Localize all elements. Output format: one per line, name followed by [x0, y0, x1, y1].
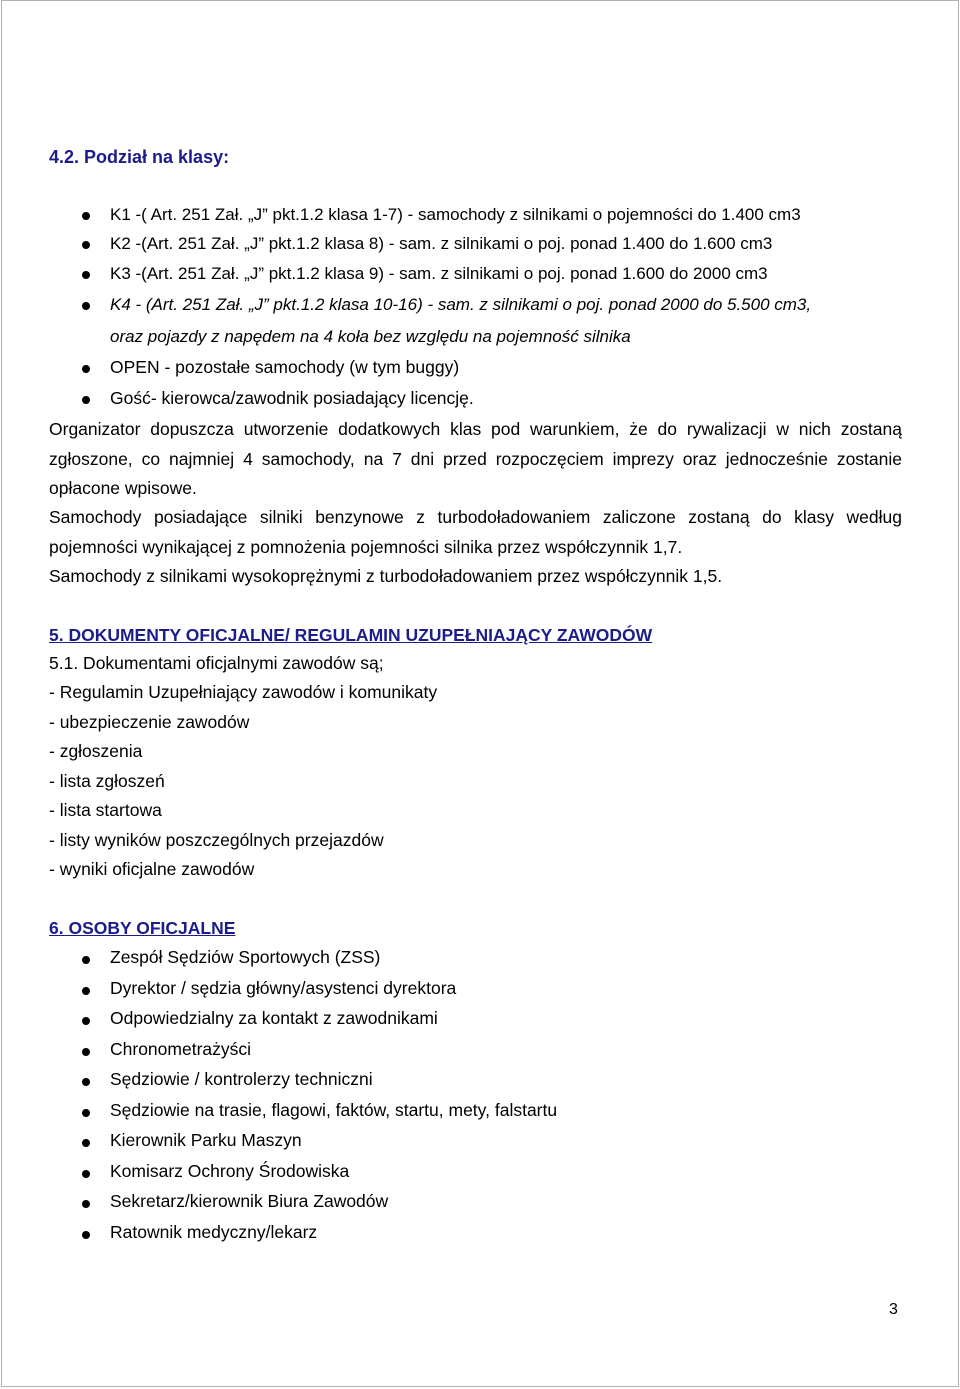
paragraph-diesel: Samochody z silnikami wysokoprężnymi z turbodoładowaniem przez współczynnik 1,5.: [49, 566, 723, 586]
document-list-item: - listy wyników poszczególnych przejazdów: [49, 830, 384, 850]
bullet-icon: [82, 302, 90, 310]
section-heading-5: 5. DOKUMENTY OFICJALNE/ REGULAMIN UZUPEŁNIAJĄCY ZAWODÓW: [49, 625, 653, 645]
section-5-intro: 5.1. Dokumentami oficjalnymi zawodów są;: [49, 653, 384, 673]
bullet-icon: [82, 396, 90, 404]
paragraph-organizer: Organizator dopuszcza utworzenie dodatkowych klas pod warunkiem, że do rywalizacji w nich zostaną zgłoszone, co najmniej 4 samochody, na 7 dni przed rozpoczęciem imprezy oraz jednocześnie zostanie opłacone wpisowe.: [49, 419, 902, 498]
bullet-icon: [82, 956, 90, 964]
bullet-icon: [82, 1170, 90, 1178]
page-number: 3: [889, 1301, 898, 1318]
section-heading-4-2: 4.2. Podział na klasy:: [49, 147, 230, 167]
document-page: 4.2. Podział na klasy: K1 -( Art. 251 Zał. „J” pkt.1.2 klasa 1-7) - samochody z silnikami o pojemności do 1.400 cm3 K2 -(Art. 251 Zał. „J” pkt.1.2 klasa 8) - sam. z silnikami o poj. ponad 1.400 do 1.600 cm3 K3 -(Art. 251 Zał. „J” pkt.1.2 klasa 9) - sam. z silnikami o poj. ponad 1.600 do 2000 cm3 K4 - (Art. 251 Zał. „J” pkt.1.2 klasa 10-16) - sam. z silnikami o poj. ponad 2000 do 5.500 cm3, oraz pojazdy z napędem na 4 koła bez względu na pojemność silnika OPEN - pozostałe samochody (w tym buggy) Gość- kierowca/zawodnik posiadający licencję. Organizator dopuszcza utworzenie dodatkowych klas pod warunkiem, że do rywalizacji w nich zostaną zgłoszone, co najmniej 4 samochody, na 7 dni przed rozpoczęciem imprezy oraz jednocześnie zostanie opłacone wpisowe. Samochody posiadające silniki benzynowe z turbodoładowaniem zaliczone zostaną do klasy według pojemności wynikającej z pomnożenia pojemności silnika przez współczynnik 1,7. Samochody z silnikami wysokoprężnymi z turbodoładowaniem przez współczynnik 1,5. 5. DOKUMENTY OFICJALNE/ REGULAMIN UZUPEŁNIAJĄCY ZAWODÓW 5.1. Dokumentami oficjalnymi zawodów są; - Regulamin Uzupełniający zawodów i komunikaty - ubezpieczenie zawodów - zgłoszenia - lista zgłoszeń - lista startowa - listy wyników poszczególnych przejazdów - wyniki oficjalne zawodów 6. OSOBY OFICJALNE Zespół Sędziów Sportowych (ZSS) Dyrektor / sędzia główny/asystenci dyrektora Odpowiedzialny za kontakt z zawodnikami Chronometrażyści Sędziowie / kontrolerzy techniczni Sędziowie na trasie, flagowi, faktów, startu, mety, falstartu Kierownik Parku Maszyn Komisarz Ochrony Środowiska Sekretarz/kierownik Biura Zawodów Ratownik medyczny/lekarz 3: [1, 0, 959, 1387]
paragraph-turbo: Samochody posiadające silniki benzynowe z turbodoładowaniem zaliczone zostaną do klasy według pojemności wynikającej z pomnożenia pojemności silnika przez współczynnik 1,7.: [49, 507, 902, 557]
class-k4-continuation: oraz pojazdy z napędem na 4 koła bez względu na pojemność silnika: [110, 327, 631, 346]
bullet-icon: [82, 212, 90, 220]
bullet-icon: [82, 1017, 90, 1025]
document-list-item: - ubezpieczenie zawodów: [49, 712, 250, 732]
bullet-icon: [82, 241, 90, 249]
document-list-item: - lista zgłoszeń: [49, 771, 165, 791]
bullet-icon: [82, 1200, 90, 1208]
bullet-icon: [82, 1078, 90, 1086]
document-list-item: - Regulamin Uzupełniający zawodów i komunikaty: [49, 682, 438, 702]
bullet-icon: [82, 987, 90, 995]
bullet-icon: [82, 1109, 90, 1117]
bullet-icon: [82, 1231, 90, 1239]
document-list-item: - wyniki oficjalne zawodów: [49, 859, 255, 879]
bullet-icon: [82, 365, 90, 373]
document-list-item: - lista startowa: [49, 800, 162, 820]
bullet-icon: [82, 1048, 90, 1056]
bullet-icon: [82, 271, 90, 279]
bullet-icon: [82, 1139, 90, 1147]
document-list-item: - zgłoszenia: [49, 741, 143, 761]
section-heading-6: 6. OSOBY OFICJALNE: [49, 918, 236, 938]
